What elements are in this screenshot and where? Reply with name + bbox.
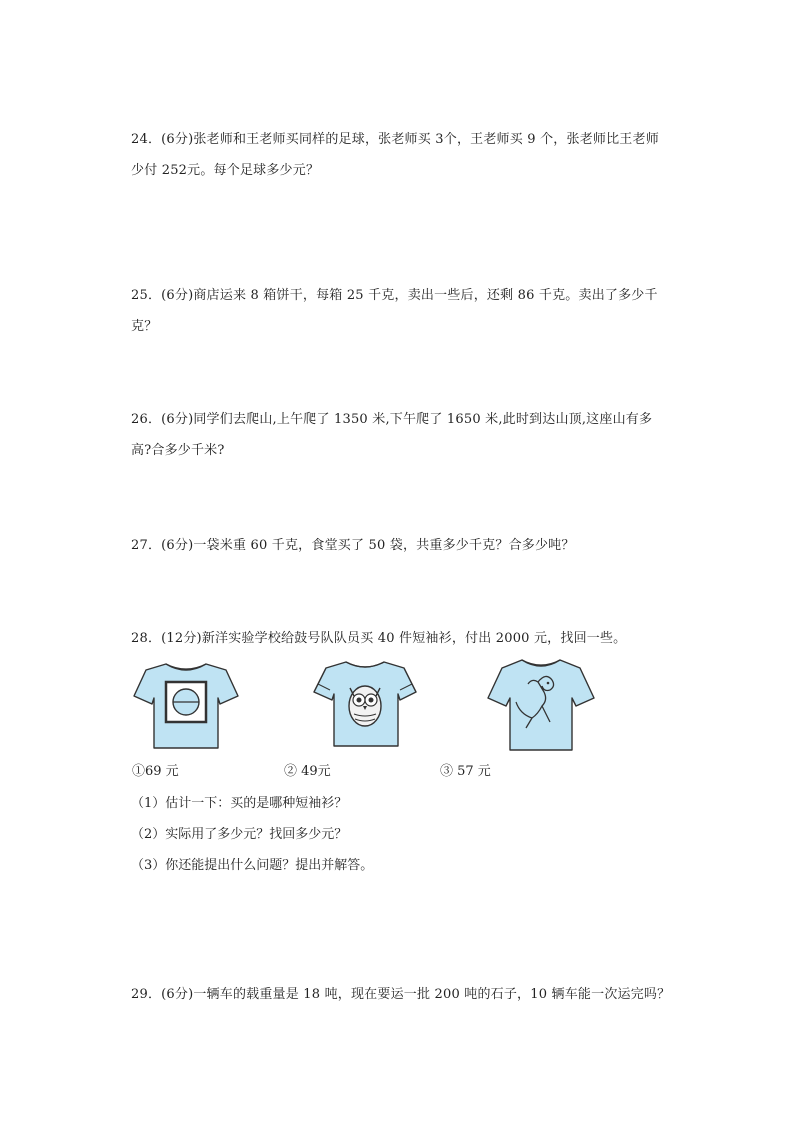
question-29: 29．(6分)一辆车的载重量是 18 吨，现在要运一批 200 吨的石子，10 辆车能一次运完吗？ (131, 987, 671, 1002)
shirt-price-2: ② 49元 (284, 764, 331, 779)
tshirt-monkey-icon (486, 656, 596, 754)
subquestion-2: （2）实际用了多少元？找回多少元？ (131, 827, 348, 842)
question-28: 28．(12分)新洋实验学校给鼓号队队员买 40 件短袖衫，付出 2000 元，找回一些。 (131, 631, 627, 646)
shirt-price-1: ①69 元 (132, 764, 179, 779)
question-24: 24．(6分)张老师和王老师买同样的足球，张老师买 3个，王老师买 9 个，张老师比王老师少付 252元。每个足球多少元？ (131, 132, 659, 178)
question-27: 27．(6分)一袋米重 60 千克，食堂买了 50 袋，共重多少千克？合多少吨？ (131, 538, 575, 553)
shirt-price-3: ③ 57 元 (440, 764, 491, 779)
tshirt-owl-icon (312, 658, 418, 750)
question-25: 25．(6分)商店运来 8 箱饼干，每箱 25 千克，卖出一些后，还剩 86 千克。卖出了多少千克？ (131, 288, 658, 334)
subquestion-1: （1）估计一下：买的是哪种短袖衫？ (131, 796, 348, 811)
question-26: 26．(6分)同学们去爬山,上午爬了 1350 米,下午爬了 1650 米,此时到达山顶,这座山有多高?合多少千米? (131, 412, 653, 458)
tshirt-circle-icon (132, 660, 240, 752)
subquestion-3: （3）你还能提出什么问题？提出并解答。 (131, 858, 374, 873)
